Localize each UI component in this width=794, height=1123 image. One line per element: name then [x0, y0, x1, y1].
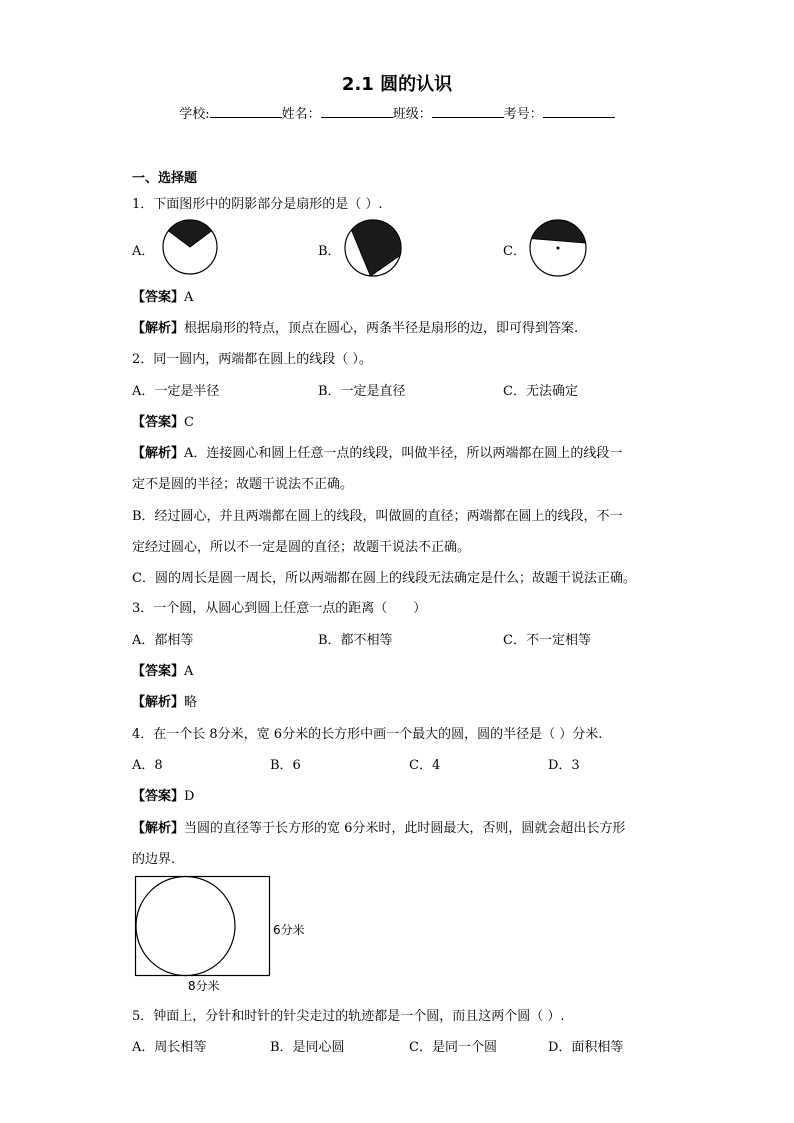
q1-answer: 【答案】A — [132, 290, 194, 305]
q5-option-a: A．周长相等 — [132, 1040, 207, 1055]
circle-shape — [136, 877, 235, 976]
q1-option-c-label: C． — [503, 244, 526, 259]
q2-analysis-line: C．圆的周长是圆一周长，所以两端都在圆上的线段无法确定是什么；故题干说法正确。 — [132, 571, 636, 586]
q2-option-c: C．无法确定 — [503, 384, 578, 399]
exam-no-label: 考号： — [503, 107, 543, 122]
class-blank — [432, 105, 504, 118]
q4-answer: 【答案】D — [132, 789, 195, 804]
q5-option-d: D．面积相等 — [548, 1040, 624, 1055]
page-title: 2.1 圆的认识 — [341, 74, 453, 95]
q4-option-a: A．8 — [132, 758, 163, 773]
q3-option-a: A．都相等 — [132, 633, 194, 648]
q1-option-b-label: B． — [318, 244, 341, 259]
q4-option-c: C．4 — [409, 758, 441, 773]
q2-option-a: A．一定是半径 — [132, 384, 220, 399]
height-label: 6分米 — [273, 923, 305, 937]
q1-option-c-figure — [527, 217, 589, 279]
width-label: 8分米 — [188, 979, 220, 993]
q4-option-d: D．3 — [548, 758, 580, 773]
q4-analysis-line: 的边界. — [132, 852, 176, 867]
name-label: 姓名： — [281, 107, 321, 122]
q1-analysis: 【解析】根据扇形的特点，顶点在圆心，两条半径是扇形的边，即可得到答案. — [132, 321, 579, 336]
q3-answer: 【答案】A — [132, 664, 194, 679]
q1-option-a-figure — [160, 217, 220, 277]
q2-option-b: B．一定是直径 — [318, 384, 406, 399]
school-blank — [210, 105, 282, 118]
q3-option-c: C．不一定相等 — [503, 633, 591, 648]
section-heading: 一、选择题 — [132, 171, 198, 186]
q5-stem: 5．钟面上，分针和时针的针尖走过的轨迹都是一个圆，而且这两个圆（ ）. — [132, 1009, 565, 1024]
q3-analysis: 【解析】略 — [132, 695, 198, 710]
name-blank — [321, 105, 393, 118]
q2-analysis-line: 【解析】A．连接圆心和圆上任意一点的线段，叫做半径，所以两端都在圆上的线段一 — [132, 446, 623, 461]
q2-analysis-line: 定不是圆的半径；故题干说法不正确。 — [132, 477, 354, 492]
q2-stem: 2．同一圆内，两端都在圆上的线段（ ）。 — [132, 352, 372, 367]
q1-option-b-figure — [342, 217, 404, 279]
q1-stem: 1．下面图形中的阴影部分是扇形的是（ ）. — [132, 197, 383, 212]
q1-option-a-label: A． — [132, 244, 155, 259]
q2-analysis-line: 定经过圆心，所以不一定是圆的直径；故题干说法不正确。 — [132, 540, 471, 555]
q4-stem: 4．在一个长 8分米，宽 6分米的长方形中画一个最大的圆，圆的半径是（ ）分米. — [132, 727, 603, 742]
q2-answer: 【答案】C — [132, 415, 194, 430]
q4-rectangle-circle-figure — [132, 873, 312, 995]
q5-option-b: B．是同心圆 — [270, 1040, 345, 1055]
q5-option-c: C．是同一个圆 — [409, 1040, 497, 1055]
q4-analysis-line: 【解析】当圆的直径等于长方形的宽 6分米时，此时圆最大，否则，圆就会超出长方形 — [132, 821, 626, 836]
q2-analysis-line: B．经过圆心，并且两端都在圆上的线段，叫做圆的直径；两端都在圆上的线段，不一 — [132, 509, 623, 524]
exam-no-blank — [543, 105, 615, 118]
class-label: 班级： — [392, 107, 432, 122]
student-info-line — [0, 103, 794, 122]
q3-option-b: B．都不相等 — [318, 633, 393, 648]
q4-option-b: B．6 — [270, 758, 301, 773]
school-label: 学校: — [179, 107, 210, 122]
q3-stem: 3．一个圆，从圆心到圆上任意一点的距离（ ） — [132, 601, 427, 616]
